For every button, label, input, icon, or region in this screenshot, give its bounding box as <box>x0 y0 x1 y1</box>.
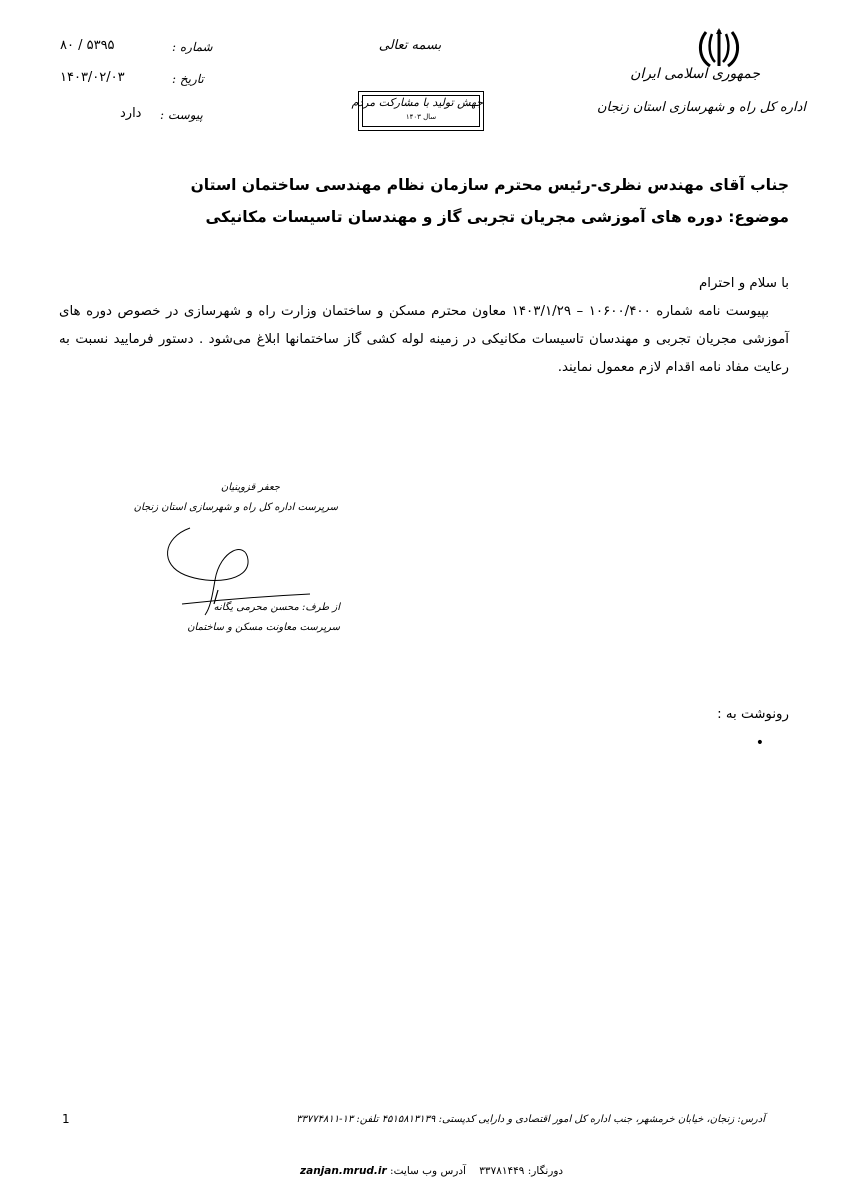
signer-title: سرپرست اداره کل راه و شهرسازی استان زنجان <box>133 502 338 513</box>
footer-contact <box>300 1165 563 1177</box>
body-paragraph: بپیوست نامه شماره ۱۰۶۰۰/۴۰۰ – ۱۴۰۳/۱/۲۹ معاون محترم مسکن و ساختمان وزارت راه و شهرسازی در خصوص دوره های آموزشی مجریان تجربی و مهندسان تاسیسات مکانیکی در زمینه لوله کشی گاز ساختمانها ابلاغ می‌شود . دستور فرمایید نسبت به رعایت مفاد نامه اقدام لازم معمول نمایند. <box>59 304 789 375</box>
greeting: با سلام و احترام <box>699 276 789 291</box>
number-value: ۸۰ / ۵۳۹۵ <box>60 38 115 53</box>
footer-address: آدرس: زنجان، خیابان خرمشهر، جنب اداره کل امور اقتصادی و دارایی کدپستی: ۴۵۱۵۸۱۳۱۳۹ تلفن: ۱۳-۳۳۷۷۴۸۱۱ <box>296 1114 765 1125</box>
signature-block <box>133 480 340 645</box>
attachment-value: دارد <box>120 106 142 121</box>
date-value: ۱۴۰۳/۰۲/۰۳ <box>60 70 125 85</box>
attachment-label: پیوست : <box>160 108 203 122</box>
slogan-year: سال ۱۴۰۳ <box>405 113 437 121</box>
cc-bullet: • <box>755 735 764 751</box>
slogan-box <box>351 91 484 131</box>
signer-name: جعفر قزوینیان <box>220 482 280 493</box>
number-label: شماره : <box>172 40 213 54</box>
org-name: اداره کل راه و شهرسازی استان زنجان <box>596 100 806 115</box>
website-link[interactable]: zanjan.mrud.ir <box>300 1165 387 1177</box>
slogan-text: جهش تولید با مشارکت مردم <box>351 96 483 109</box>
cc-label: رونوشت به : <box>717 707 789 722</box>
deputy-title: سرپرست معاونت مسکن و ساختمان <box>187 622 340 633</box>
footer-fax: دورنگار: ۳۳۷۸۱۴۴۹ <box>479 1165 564 1177</box>
date-label: تاریخ : <box>172 72 204 86</box>
subject-line: موضوع: دوره های آموزشی مجریان تجربی گاز و مهندسان تاسیسات مکانیکی <box>205 208 789 226</box>
website-label: آدرس وب سایت: <box>390 1165 466 1177</box>
recipient-line: جناب آقای مهندس نظری-رئیس محترم سازمان نظام مهندسی ساختمان استان <box>190 176 789 194</box>
page-number: 1 <box>62 1112 70 1126</box>
basmala: بسمه تعالی <box>378 38 442 53</box>
letter-body <box>59 270 789 382</box>
org-country: جمهوری اسلامی ایران <box>630 66 760 82</box>
signed-on-behalf: از طرف: محسن محرمی یگانه <box>213 602 340 613</box>
